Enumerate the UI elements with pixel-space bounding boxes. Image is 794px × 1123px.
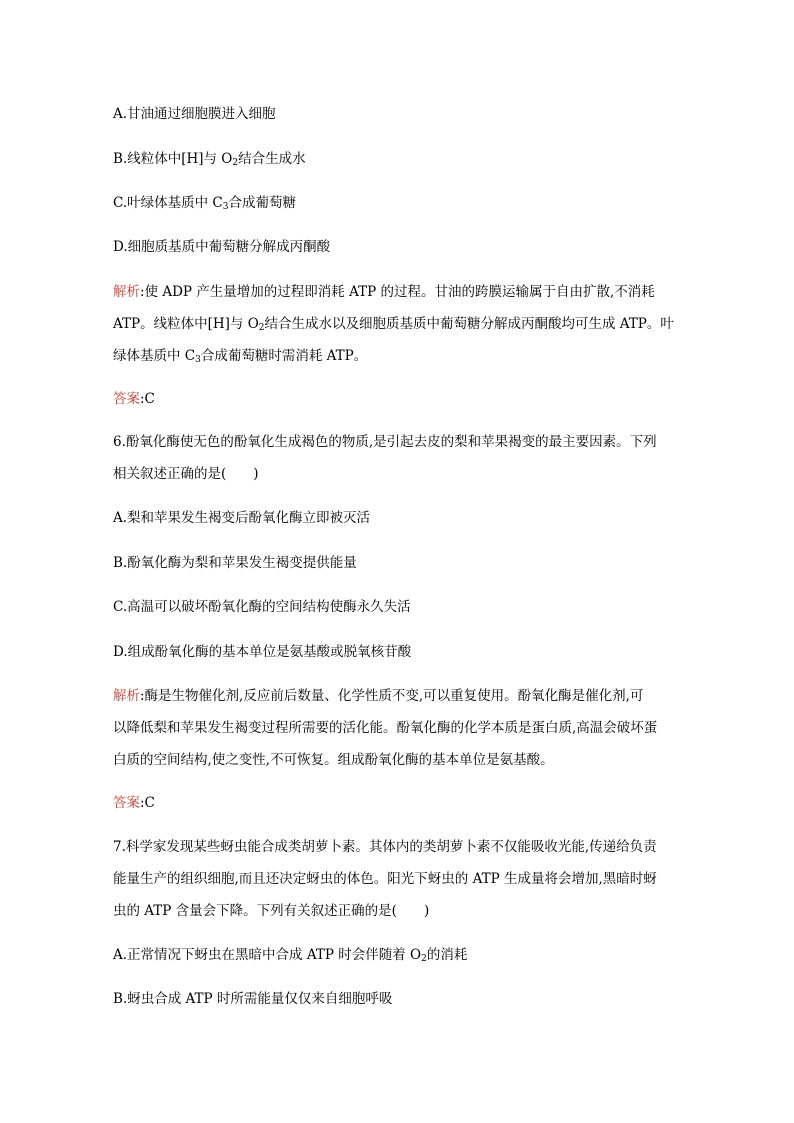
q7-option-a-sub: 2 [421, 954, 427, 964]
q6-analysis-label: 解析 [113, 688, 140, 704]
q6-stem-line-1: 6.酚氧化酶使无色的酚氧化生成褐色的物质,是引起去皮的梨和苹果褐变的最主要因素。下列 [113, 434, 657, 450]
q5-analysis-label: 解析 [113, 284, 140, 300]
q5-option-b [113, 149, 306, 173]
q6-option-d: D.组成酚氧化酶的基本单位是氨基酸或脱氧核苷酸 [113, 644, 412, 660]
q5-analysis-text-2-pre: ATP。线粒体中[H]与 O [113, 316, 259, 332]
q7-stem-line-3: 虫的 ATP 含量会下降。下列有关叙述正确的是( ) [113, 903, 430, 919]
q7-option-a-pre: A.正常情况下蚜虫在黑暗中合成 ATP 时会伴随着 O [113, 947, 422, 963]
q5-option-c [113, 193, 296, 217]
q5-option-b-sub: 2 [232, 158, 239, 168]
q5-option-b-pre: B.线粒体中[H]与 O [113, 151, 233, 167]
q5-analysis-line-1 [113, 282, 655, 302]
q7-option-a-post: 的消耗 [426, 947, 468, 963]
q7-stem-line-2: 能量生产的组织细胞,而且还决定蚜虫的体色。阳光下蚜虫的 ATP 生成量将会增加,黑暗时蚜 [113, 871, 657, 887]
q5-analysis-line-3 [113, 346, 367, 370]
q6-option-a: A.梨和苹果发生褐变后酚氧化酶立即被灭活 [113, 510, 371, 526]
q6-stem-line-2: 相关叙述正确的是( ) [113, 466, 259, 482]
q5-option-b-post: 结合生成水 [238, 151, 306, 167]
q6-analysis-line-1 [113, 686, 643, 706]
q5-option-c-sub: 3 [222, 202, 229, 212]
q5-analysis-text-2-sub: 2 [258, 323, 265, 333]
q5-analysis-text-2-post: 结合生成水以及细胞质基质中葡萄糖分解成丙酮酸均可生成 ATP。叶 [264, 316, 674, 332]
q5-option-c-pre: C.叶绿体基质中 C [113, 195, 223, 211]
q5-option-c-post: 合成葡萄糖 [228, 195, 296, 211]
q5-option-a: A.甘油通过细胞膜进入细胞 [113, 106, 276, 122]
q6-option-b: B.酚氧化酶为梨和苹果发生褐变提供能量 [113, 555, 357, 571]
q5-answer-label: 答案 [113, 391, 140, 407]
q7-option-a [113, 945, 467, 969]
q5-analysis-line-2 [113, 314, 674, 338]
q7-option-b: B.蚜虫合成 ATP 时所需能量仅仅来自细胞呼吸 [113, 991, 393, 1007]
q5-answer [113, 389, 155, 409]
q7-stem-line-1: 7.科学家发现某些蚜虫能合成类胡萝卜素。其体内的类胡萝卜素不仅能吸收光能,传递给负责 [113, 839, 657, 855]
q6-answer-label: 答案 [113, 795, 140, 811]
q5-option-d: D.细胞质基质中葡萄糖分解成丙酮酸 [113, 239, 331, 255]
q6-analysis-line-3: 白质的空间结构,使之变性,不可恢复。组成酚氧化酶的基本单位是氨基酸。 [113, 752, 554, 768]
q5-analysis-text-3-pre: 绿体基质中 C [113, 348, 196, 364]
q6-answer [113, 793, 155, 813]
q5-analysis-text-3-post: 合成葡萄糖时需消耗 ATP。 [200, 348, 368, 364]
q6-option-c: C.高温可以破坏酚氧化酶的空间结构使酶永久失活 [113, 599, 411, 615]
q5-answer-value: :C [140, 391, 155, 407]
q5-analysis-text-3-sub: 3 [195, 355, 201, 365]
q6-answer-value: :C [140, 795, 155, 811]
q6-analysis-text-1: :酶是生物催化剂,反应前后数量、化学性质不变,可以重复使用。酚氧化酶是催化剂,可 [140, 688, 644, 704]
q5-analysis-text-1: :使 ADP 产生量增加的过程即消耗 ATP 的过程。甘油的跨膜运输属于自由扩散,不消耗 [140, 284, 655, 300]
q6-analysis-line-2: 以降低梨和苹果发生褐变过程所需要的活化能。酚氧化酶的化学本质是蛋白质,高温会破坏蛋 [113, 720, 658, 736]
